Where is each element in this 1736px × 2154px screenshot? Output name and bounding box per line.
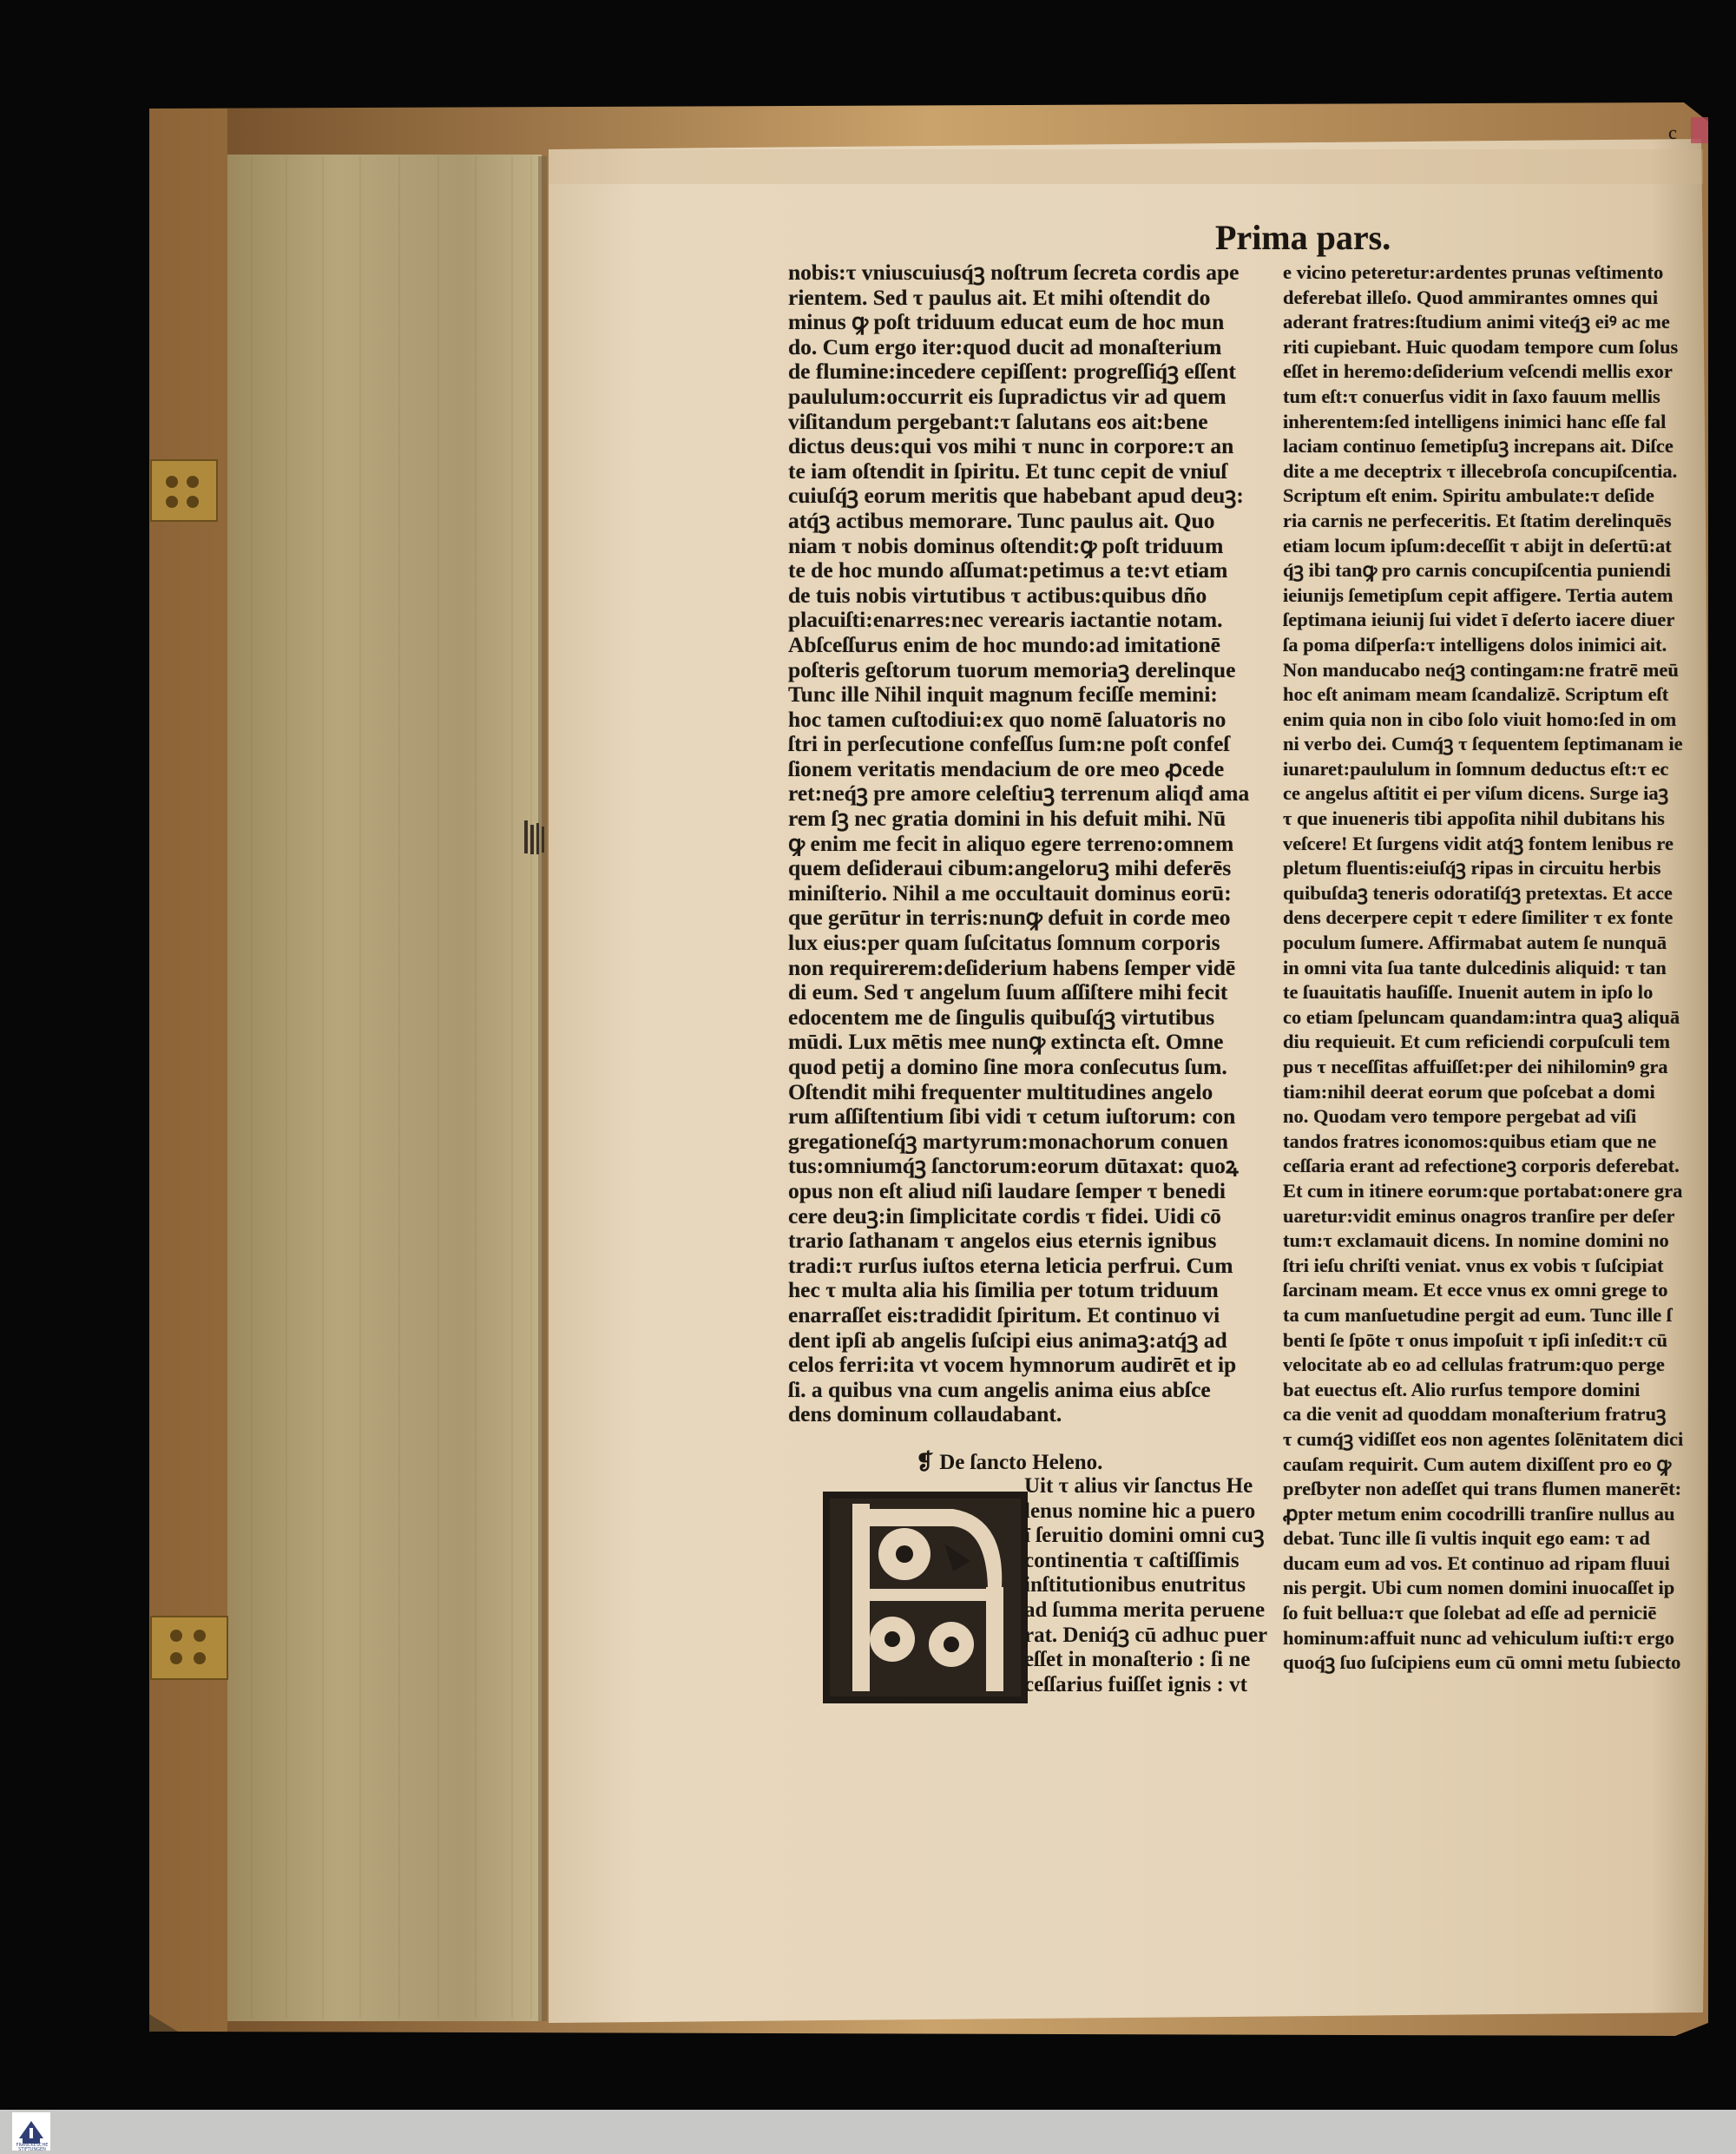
text-line: tus:omniumq́ꝫ ſanctorum:eorum dūtaxat: quoꝝ [788, 1154, 1239, 1179]
text-line: inherentem:ſed intelligens inimici hanc eſſe fal [1283, 410, 1667, 432]
text-line: quibuſdaꝫ teneris odoratiſq́ꝫ pretextas. Et acce [1283, 881, 1673, 904]
brass-clasp-icon [151, 1617, 227, 1679]
text-line: velocitate ab eo ad cellulas fratrum:quo perge [1283, 1354, 1665, 1376]
text-line: ꝓpter metum enim cocodrilli tranſire nullus au [1283, 1502, 1675, 1525]
text-line: trario ſathanam τ angelos eius eternis ignibus [788, 1229, 1217, 1254]
text-line: lux eius:per quam ſuſcitatus ſomnum corporis [788, 931, 1220, 956]
text-line: tradi:τ rurſus iuſtos eterna leticia perfrui. Cum [788, 1253, 1233, 1278]
text-column-initial [1024, 1474, 1285, 1697]
text-line: te de hoc mundo aſſumat:petimus a te:vt etiam [788, 558, 1228, 583]
text-line: Abſceſſurus enim de hoc mundo:ad imitationē [788, 632, 1220, 657]
text-line: dens dominum collaudabant. [788, 1402, 1062, 1427]
text-line: pus τ neceſſitas affuiſſet:per dei nihilominꝰ gra [1283, 1056, 1668, 1077]
text-line: ce angelus aſtitit ei per viſum dicens. Surge iaꝫ [1283, 782, 1669, 805]
text-line: bat euectus eſt. Alio rurſus tempore domini [1283, 1378, 1641, 1400]
text-line: tiam:nihil deerat eorum que poſcebat a domi [1283, 1080, 1655, 1103]
text-line: ī ſeruitio domini omni cuꝫ [1024, 1524, 1265, 1548]
text-line: ieiunijs ſemetipſum cepit affigere. Tertia autem [1283, 583, 1674, 606]
text-line: mūdi. Lux mētis mee nunꝙ extincta eſt. Omne [788, 1030, 1224, 1055]
text-line: quem deſideraui cibum:angeloruꝫ mihi deferēs [788, 856, 1232, 881]
folio-mark: c [1668, 122, 1677, 143]
text-line: etiam locum ipſum:deceſſit τ abijt in deſertū:at [1283, 534, 1672, 557]
text-line: hoc eſt animam meam ſcandalizē. Scriptum eſt [1283, 683, 1669, 706]
text-line: ſarcinam meam. Et ecce vnus ex omni grege to [1283, 1279, 1668, 1301]
text-line: benti ſe ſpōte τ onus impoſuit τ ipſi inſedit:τ cū [1283, 1328, 1668, 1351]
text-line: poſteris geſtorum tuorum memoriaꝫ derelinque [788, 657, 1236, 682]
text-line: ſionem veritatis mendacium de ore meo ꝓcede [788, 756, 1225, 781]
text-line: hec τ multa alia his ſimilia per totum triduum [788, 1278, 1219, 1303]
text-line: ſtri ieſu chriſti veniat. vnus ex vobis τ ſuſcipiat [1283, 1254, 1664, 1276]
text-line: uaretur:vidit eminus onagros tranſire per deſer [1283, 1204, 1675, 1227]
text-line: poculum ſumere. Affirmabat autem ſe nunquā [1283, 932, 1667, 954]
text-line: Uit τ alius vir ſanctus He [1024, 1474, 1253, 1498]
text-line: quoq́ꝫ ſuo ſuſcipiens eum cū omni metu ſubiecto [1283, 1651, 1681, 1674]
text-line: ca die venit ad quoddam monaſterium fratruꝫ [1283, 1403, 1667, 1426]
text-line: ta cum manſuetudine pergit ad eum. Tunc ille ſ [1283, 1303, 1673, 1326]
text-line: Scriptum eſt enim. Spiritu ambulate:τ deſide [1283, 484, 1654, 507]
text-line: continentia τ caſtiſſimis [1024, 1548, 1240, 1572]
text-line: riti cupiebant. Huic quodam tempore cum ſolus [1283, 335, 1679, 358]
text-line: rem ſꝫ nec gratia domini in his defuit mihi. Nū [788, 807, 1226, 832]
text-line: opus non eſt aliud niſi laudare ſemper τ benedi [788, 1178, 1226, 1203]
text-line: preſbyter non adeſſet qui trans flumen manerēt: [1283, 1478, 1682, 1500]
text-column-right [1283, 260, 1700, 1676]
running-title: Prima pars. [1215, 218, 1391, 257]
text-line: e vicino peteretur:ardentes prunas veſtimento [1283, 261, 1664, 283]
footer-strip [0, 2110, 1736, 2154]
text-line: de tuis nobis virtutibus τ actibus:quibus dño [788, 583, 1207, 608]
text-line: atq́ꝫ actibus memorare. Tunc paulus ait. Quo [788, 508, 1215, 533]
text-line: rat. Deniq́ꝫ cū adhuc puer [1024, 1623, 1268, 1647]
text-line: miniſterio. Nihil a me occultauit dominus eorū: [788, 880, 1232, 906]
text-line: ad ſumma merita peruene [1024, 1597, 1266, 1622]
text-line: rum aſſiſtentium ſibi vidi τ cetum iuſtorum: con [788, 1104, 1236, 1130]
brass-clasp-icon [151, 460, 217, 521]
text-line: cauſam requirit. Cum autem dixiſſent pro eo ꝙ [1283, 1452, 1672, 1475]
text-line: iunaret:paululum in ſomnum deductus eſt:τ ec [1283, 757, 1669, 780]
page-edges [227, 155, 542, 2021]
text-line: tandos fratres iconomos:quibus etiam que ne [1283, 1130, 1657, 1152]
text-line: Oſtendit mihi frequenter multitudines angelo [788, 1079, 1213, 1104]
text-line: paululum:occurrit eis ſupradictus vir ad quem [788, 384, 1226, 409]
text-line: celos ferri:ita vt vocem hymnorum audirēt et ip [788, 1353, 1237, 1378]
text-line: Tunc ille Nihil inquit magnum feciſſe memini: [788, 682, 1218, 708]
text-line: deferebat illeſo. Quod ammirantes omnes qui [1283, 286, 1659, 308]
text-line: Non manducabo neq́ꝫ contingam:ne fratrē meū [1283, 658, 1679, 681]
text-line: viſitandum pergebant:τ ſalutans eos ait:bene [788, 409, 1208, 434]
text-line: cuiuſq́ꝫ eorum meritis que habebant apud deuꝫ: [788, 484, 1244, 509]
text-line: cere deuꝫ:in ſimplicitate cordis τ fidei. Uidi cō [788, 1203, 1221, 1229]
text-line: di eum. Sed τ angelum ſuum aſſiſtere mihi fecit [788, 980, 1228, 1005]
text-line: te iam oſtendit in ſpiritu. Et tunc cepit de vniuſ [788, 458, 1227, 484]
text-line: ducam eum ad vos. Et continuo ad ripam fluui [1283, 1551, 1670, 1574]
text-line: niam τ nobis dominus oſtendit:ꝙ poſt triduum [788, 533, 1224, 558]
text-line: no. Quodam vero tempore pergebat ad viſi [1283, 1105, 1637, 1128]
text-line: ria carnis ne perfeceritis. Et ſtatim derelinquēs [1283, 509, 1672, 531]
text-line: ni verbo dei. Cumq́ꝫ τ ſequentem ſeptimanam ie [1283, 733, 1683, 755]
text-line: nobis:τ vniuscuiusq́ꝫ noſtrum ſecreta cordis ape [788, 260, 1240, 285]
text-line: in omni vita ſua tante dulcedinis aliquid: τ tan [1283, 956, 1667, 978]
text-line: co etiam ſpeluncam quandam:intra quaꝫ aliquā [1283, 1005, 1680, 1028]
text-line: do. Cum ergo iter:quod ducit ad monaſterium [788, 334, 1222, 359]
text-line: eſſet in monaſterio : ſi ne [1024, 1648, 1251, 1672]
pilcrow-icon: ❡ [916, 1451, 940, 1474]
text-line: ceſſarius fuiſſet ignis : vt [1024, 1672, 1247, 1696]
text-line: τ que inueneris tibi appoſita nihil dubitans his [1283, 807, 1665, 830]
text-line: quod petij a domino ſine mora conſecutus ſum. [788, 1055, 1227, 1079]
text-line: dite a me deceptrix τ illecebroſa concupiſcentia. [1283, 459, 1678, 482]
text-line: ꝙ enim me fecit in aliquo egere terreno:omnem [788, 831, 1234, 856]
text-line: enim quia non in cibo ſolo viuit homo:ſed in om [1283, 708, 1677, 730]
text-line: laciam continuo ſemetipſuꝫ increpans ait. Diſce [1283, 435, 1674, 458]
library-label: FRANCKESCHE STIFTUNGEN [16, 2143, 49, 2152]
text-line: ſa poma diſperſa:τ intelligens dolos inimici ait. [1283, 633, 1667, 655]
text-line: tum:τ exclamauit dicens. In nomine domini no [1283, 1229, 1669, 1252]
text-line: Et cum in itinere eorum:que portabat:onere gra [1283, 1179, 1683, 1202]
text-line: dens decerpere cepit τ edere ſimiliter τ ex fonte [1283, 906, 1674, 929]
section-heading [916, 1449, 1102, 1475]
text-line: ret:neq́ꝫ pre amore celeſtiuꝫ terrenum aliqđ ama [788, 781, 1250, 807]
text-line: debat. Tunc ille ſi vultis inquit ego eam: τ ad [1283, 1527, 1650, 1550]
text-line: diu requieuit. Et cum reficiendi corpuſculi tem [1283, 1031, 1671, 1053]
text-line: inſtitutionibus enutritus [1024, 1573, 1246, 1597]
text-line: enarraſſet eis:tradidit ſpiritum. Et continuo vi [788, 1302, 1220, 1327]
section-heading-text: De ſancto Heleno. [939, 1451, 1103, 1474]
text-line: minus ꝙ poſt triduum educat eum de hoc mun [788, 310, 1225, 335]
text-line: eſſet in heremo:deſiderium veſcendi mellis exor [1283, 360, 1673, 383]
text-line: ceſſaria erant ad refectioneꝫ corporis deferebat. [1283, 1155, 1680, 1177]
text-line: dent ipſi ab angelis ſuſcipi eius animaꝫ:atq́ꝫ ad [788, 1327, 1227, 1353]
decorated-initial-H-icon [823, 1492, 1028, 1703]
text-column-left [788, 260, 1274, 1427]
text-line: gregationeſq́ꝫ martyrum:monachorum conuen [788, 1129, 1228, 1154]
text-line: τ cumq́ꝫ vidiſſet eos non agentes ſolēnitatem dici [1283, 1427, 1684, 1450]
text-line: ſo fuit bellua:τ que ſolebat ad eſſe ad perniciē [1283, 1602, 1657, 1624]
text-line: tum eſt:τ conuerſus vidit in ſaxo fauum mellis [1283, 385, 1660, 407]
text-line: hoc tamen cuſtodiui:ex quo nomē ſaluatoris no [788, 707, 1226, 732]
text-line: ſeptimana ieiunij ſui videt ī deſerto iacere diuer [1283, 609, 1675, 631]
text-line: rientem. Sed τ paulus ait. Et mihi oſtendit do [788, 285, 1211, 310]
text-line: te ſuauitatis hauſiſſe. Inuenit autem in ipſo lo [1283, 981, 1654, 1004]
text-line: nis pergit. Ubi cum nomen domini inuocaſſet ip [1283, 1577, 1675, 1599]
text-line: pletum fluentis:eiuſq́ꝫ ripas in circuitu herbis [1283, 857, 1661, 879]
text-line: de flumine:incedere cepiſſent: progreſſiq́ꝫ eſſent [788, 359, 1236, 385]
text-line: non requirerem:deſiderium habens ſemper vidē [788, 955, 1236, 980]
text-line: lenus nomine hic a puero [1024, 1499, 1256, 1523]
text-line: q́ꝫ ibi tanꝙ pro carnis concupiſcentia puniendi [1283, 559, 1671, 582]
text-line: edocentem me de ſingulis quibuſq́ꝫ virtutibus [788, 1005, 1215, 1030]
text-line: que gerūtur in terris:nunꝙ defuit in corde meo [788, 906, 1231, 931]
text-line: aderant fratres:ſtudium animi viteq́ꝫ eiꝰ ac me [1283, 311, 1670, 333]
text-line: veſcere! Et ſurgens vidit atq́ꝫ fontem lenibus re [1283, 832, 1674, 854]
text-line: ſtri in perſecutione confeſſus ſum:ne poſt confeſ [788, 732, 1230, 757]
text-line: ſi. a quibus vna cum angelis anima eius abſce [788, 1377, 1211, 1402]
text-line: dictus deus:qui vos mihi τ nunc in corpore:τ an [788, 434, 1234, 459]
text-line: placuiſti:enarres:nec verearis iactantie notam. [788, 608, 1223, 633]
text-line: hominum:affuit nunc ad vehiculum iuſti:τ ergo [1283, 1626, 1675, 1649]
